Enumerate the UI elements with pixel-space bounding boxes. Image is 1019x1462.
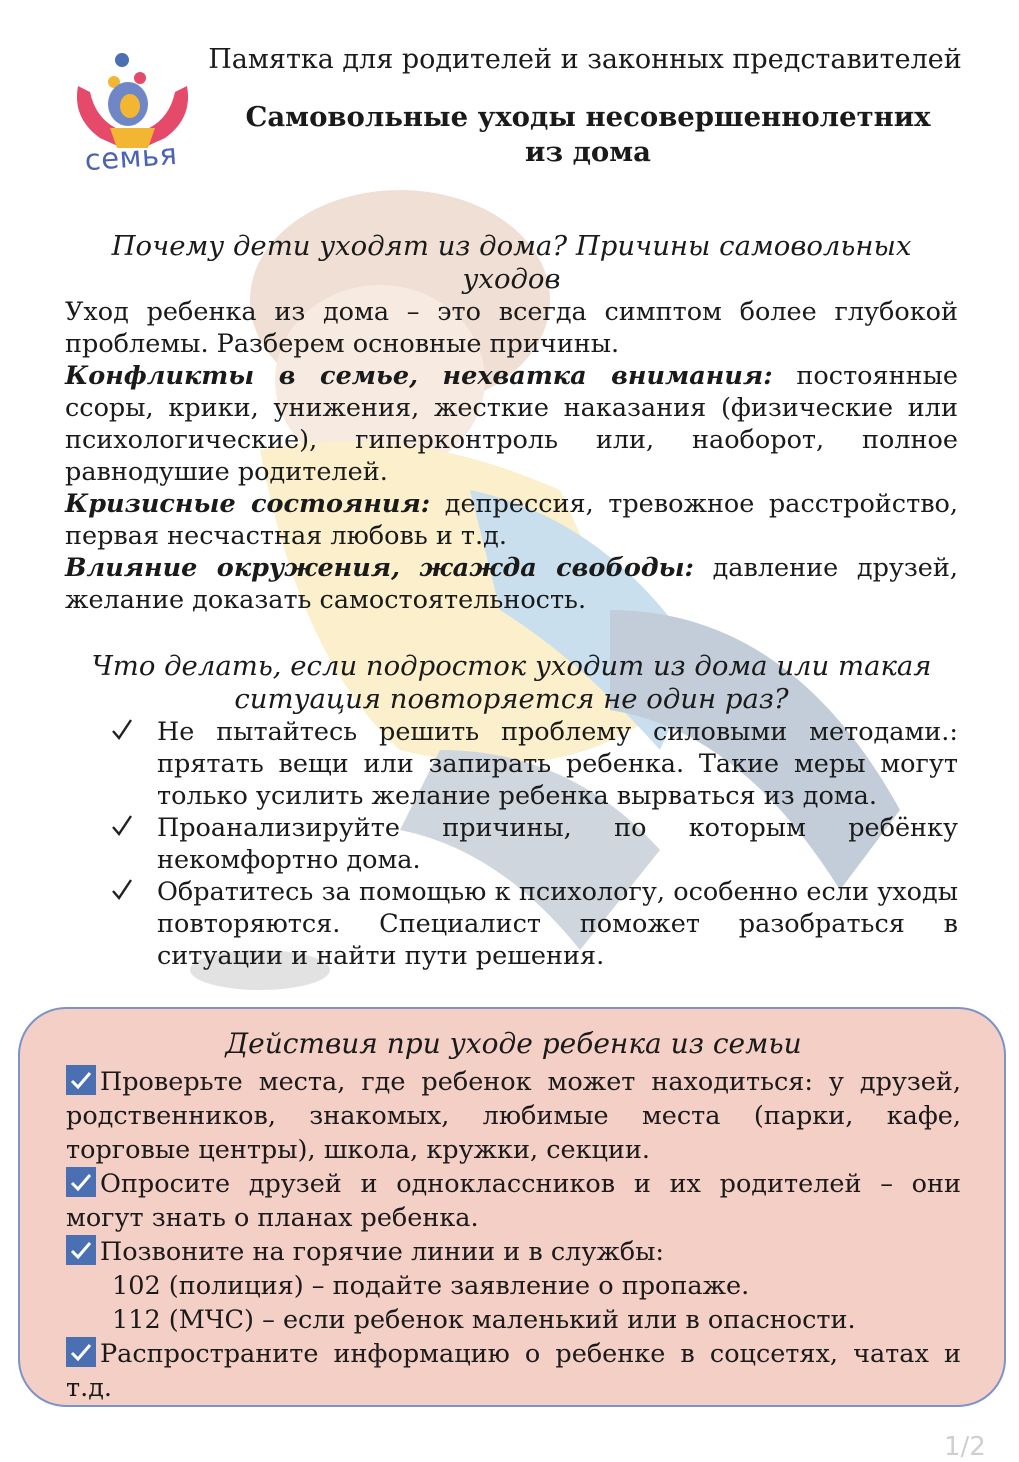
reason-lead: Конфликты в семье, нехватка внимания: <box>65 361 773 391</box>
reason-text: постоянные ссоры, крики, унижения, жесткие наказания (физические или психологические), гиперконтроль или, наоборот, полное равнодушие родителей. <box>65 361 958 487</box>
actions-box-content <box>66 1027 961 1405</box>
reason-text: депрессия, тревожное расстройство, первая несчастная любовь и т.д. <box>65 489 959 551</box>
advice-text: Не пытайтесь решить проблему силовыми методами.: прятать вещи или запирать ребенка. Такие меры могут только усилить желание ребенка вырваться из дома. <box>157 717 958 811</box>
action-text: Позвоните на горячие линии и в службы: <box>100 1237 665 1267</box>
checkbox-icon <box>66 1337 96 1367</box>
checkmark-icon <box>111 874 133 904</box>
checkbox-icon <box>66 1235 96 1265</box>
checkmark-icon <box>111 810 133 840</box>
section-heading-reasons: Почему дети уходят из дома? Причины самовольных уходов <box>111 230 912 295</box>
hotline-emergency: 112 (МЧС) – если ребенок маленький или в опасности. <box>112 1305 856 1335</box>
document-subtitle: Памятка для родителей и законных представителей <box>208 44 962 75</box>
actions-heading: Действия при уходе ребенка из семьи <box>225 1027 802 1060</box>
reason-paragraph <box>65 360 958 488</box>
document-title <box>218 100 958 170</box>
title-line-2: из дома <box>525 136 651 168</box>
action-item <box>66 1065 961 1167</box>
hotline-police: 102 (полиция) – подайте заявление о пропаже. <box>112 1271 750 1301</box>
action-item <box>66 1167 961 1235</box>
logo-text: семья <box>83 136 179 178</box>
advice-item <box>157 876 958 972</box>
advice-item <box>157 812 958 876</box>
advice-text: Обратитесь за помощью к психологу, особенно если уходы повторяются. Специалист поможет разобраться в ситуации и найти пути решения. <box>157 877 958 971</box>
action-text: Распространите информацию о ребенке в соцсетях, чатах и т.д. <box>66 1339 961 1403</box>
page-number: 1/2 <box>944 1432 986 1462</box>
checkmark-icon <box>111 714 133 744</box>
action-text: Опросите друзей и одноклассников и их родителей – они могут знать о планах ребенка. <box>66 1169 961 1233</box>
advice-list <box>65 716 958 972</box>
title-line-1: Самовольные уходы несовершеннолетних <box>245 101 931 133</box>
actions-box <box>18 1007 1006 1407</box>
reason-lead: Кризисные состояния: <box>65 489 431 519</box>
checkbox-icon <box>66 1065 96 1095</box>
reason-lead: Влияние окружения, жажда свободы: <box>65 553 694 583</box>
intro-paragraph: Уход ребенка из дома – это всегда симптом более глубокой проблемы. Разберем основные причины. <box>65 297 958 359</box>
reason-text: давление друзей, желание доказать самостоятельность. <box>65 553 958 615</box>
action-item <box>66 1337 961 1405</box>
advice-item <box>157 716 958 812</box>
reason-paragraph <box>65 488 958 552</box>
main-content <box>65 230 958 972</box>
checkbox-icon <box>66 1167 96 1197</box>
section-heading-what-to-do: Что делать, если подросток уходит из дома или такая ситуация повторяется не один раз? <box>91 650 932 715</box>
advice-text: Проанализируйте причины, по которым ребёнку некомфортно дома. <box>157 813 958 875</box>
action-text: Проверьте места, где ребенок может находиться: у друзей, родственников, знакомых, любимые места (парки, кафе, торговые центры), школа, кружки, секции. <box>66 1067 961 1165</box>
action-item <box>66 1235 961 1269</box>
reason-paragraph <box>65 552 958 616</box>
